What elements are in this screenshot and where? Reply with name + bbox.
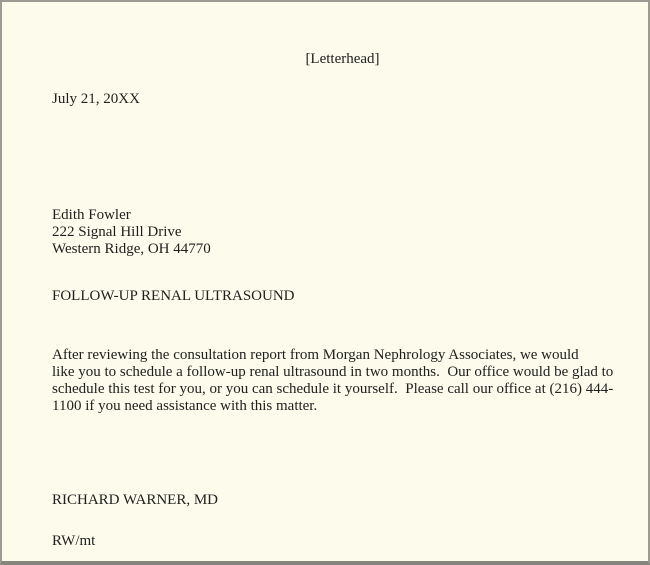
subject-line: FOLLOW-UP RENAL ULTRASOUND bbox=[52, 288, 295, 304]
recipient-city-state-zip: Western Ridge, OH 44770 bbox=[52, 241, 211, 257]
reference-initials: RW/mt bbox=[52, 533, 96, 549]
recipient-address-block bbox=[52, 207, 211, 258]
body-line-1: After reviewing the consultation report from Morgan Nephrology Associates, we would bbox=[52, 347, 579, 363]
letter-date: July 21, 20XX bbox=[52, 91, 140, 107]
letter-body bbox=[52, 347, 638, 415]
signature-name: RICHARD WARNER, MD bbox=[52, 492, 218, 508]
body-line-3: schedule this test for you, or you can schedule it yourself. Please call our office at (216) 444- bbox=[52, 381, 614, 397]
letterhead-placeholder: [Letterhead] bbox=[305, 51, 380, 67]
recipient-name: Edith Fowler bbox=[52, 207, 131, 223]
recipient-street: 222 Signal Hill Drive bbox=[52, 224, 182, 240]
body-line-2: like you to schedule a follow-up renal ultrasound in two months. Our office would be glad to bbox=[52, 364, 614, 380]
body-line-4: 1100 if you need assistance with this matter. bbox=[52, 398, 318, 414]
